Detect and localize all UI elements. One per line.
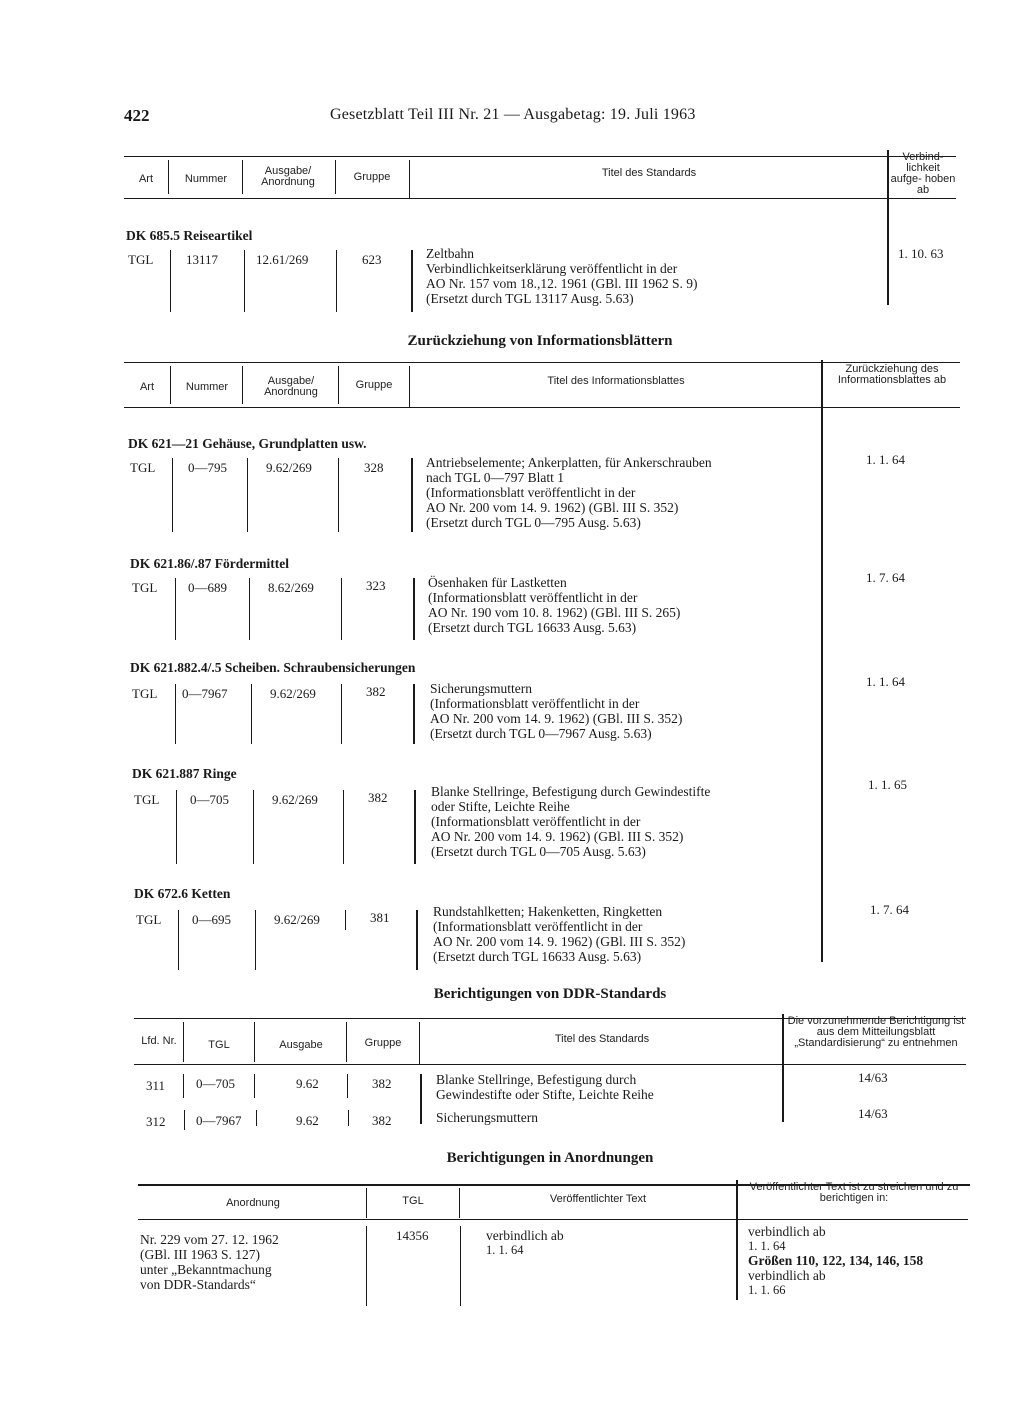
col-header-tgl: TGL	[208, 1039, 230, 1051]
col-divider	[419, 1022, 420, 1064]
col-divider	[335, 160, 336, 194]
row-divider	[460, 1226, 461, 1306]
row-divider	[256, 1110, 257, 1126]
row-divider	[247, 458, 248, 532]
row-divider	[175, 684, 176, 744]
table2-header-rule	[124, 407, 960, 408]
row-divider	[183, 1074, 184, 1098]
col-divider	[409, 366, 410, 407]
row-divider	[416, 910, 418, 970]
cell-anordnung: Nr. 229 vom 27. 12. 1962 (GBl. III 1963 S. 127) unter „Bekanntmachung von DDR-Standards“	[140, 1232, 279, 1292]
row-divider	[172, 458, 173, 532]
cell-ausgabe: 8.62/269	[268, 580, 314, 595]
row-divider	[413, 684, 415, 744]
col-header-titel: Titel des Informationsblattes	[547, 375, 685, 387]
row-divider	[366, 1226, 367, 1306]
row-divider	[176, 790, 177, 864]
cell-titel: Sicherungsmuttern	[436, 1110, 538, 1125]
col-divider	[170, 366, 171, 404]
cell-nummer: 13117	[186, 252, 219, 267]
col-divider	[183, 1022, 184, 1062]
row-divider	[254, 1074, 255, 1098]
col-header-verbindlichkeit: Verbind- lichkeit aufge- hoben ab	[890, 151, 956, 196]
row-divider	[244, 250, 245, 312]
cell-art: TGL	[132, 580, 158, 595]
row-divider	[184, 1110, 185, 1130]
col-header-art: Art	[139, 381, 155, 393]
cell-berichtigung: verbindlich ab 1. 1. 64 Größen 110, 122, 134, 146, 158 verbindlich ab 1. 1. 66	[748, 1224, 924, 1297]
cell-date: 1. 1. 64	[866, 452, 905, 467]
row-divider	[348, 1110, 349, 1126]
col-divider	[366, 1188, 367, 1218]
cell-titel: Antriebselemente; Ankerplatten, für Ankerschrauben nach TGL 0—797 Blatt 1 (Informationsblatt veröffentlicht in der AO Nr. 200 vom 14. 9. 1962) (GBl. III S. 352) (Ersetzt durch TGL 0—795 Ausg. 5.63)	[426, 455, 712, 530]
row-divider	[255, 910, 256, 970]
row-divider	[414, 790, 416, 864]
cell-art: TGL	[132, 686, 158, 701]
page-header-title: Gesetzblatt Teil III Nr. 21 — Ausgabetag: 19. Juli 1963	[330, 106, 696, 123]
row-divider	[345, 910, 346, 930]
page-header	[124, 106, 956, 130]
row-divider	[253, 790, 254, 864]
col-header-lfd: Lfd. Nr.	[141, 1035, 177, 1047]
cell-date: 1. 10. 63	[898, 246, 944, 261]
cell-date: 1. 1. 64	[866, 674, 905, 689]
cell-ausgabe: 9.62/269	[270, 686, 316, 701]
cell-nummer: 0—705	[190, 792, 229, 807]
cell-ausgabe: 9.62/269	[274, 912, 320, 927]
col-header-zurueckziehung: Zurückziehung des Informationsblattes ab	[837, 363, 947, 386]
cell-art: TGL	[134, 792, 160, 807]
row-divider	[411, 250, 413, 312]
col-header-ausgabe: Ausgabe/ Anordnung	[264, 375, 318, 398]
row-divider	[343, 790, 344, 864]
cell-nummer: 0—695	[192, 912, 231, 927]
table1-top-rule	[124, 156, 956, 157]
cell-ausgabe: 9.62/269	[266, 460, 312, 475]
cell-gruppe: 382	[372, 1113, 392, 1128]
cell-ausgabe: 9.62	[296, 1113, 319, 1128]
cell-date: 1. 7. 64	[866, 570, 905, 585]
cell-ref: 14/63	[858, 1070, 888, 1085]
col-divider	[168, 160, 169, 194]
cell-gruppe: 382	[372, 1076, 392, 1091]
cell-nummer: 0—7967	[182, 686, 228, 701]
cell-art: TGL	[136, 912, 162, 927]
row-divider	[341, 684, 342, 744]
col-divider	[242, 160, 243, 194]
col-header-ausgabe: Ausgabe/ Anordnung	[261, 165, 315, 188]
col-header-art: Art	[138, 173, 154, 185]
cell-art: TGL	[130, 460, 156, 475]
cell-gruppe: 623	[362, 252, 382, 267]
cell-nummer: 0—795	[188, 460, 227, 475]
cell-ausgabe: 9.62	[296, 1076, 319, 1091]
dk-group-heading: DK 621.86/.87 Fördermittel	[130, 556, 289, 571]
cell-ausgabe: 12.61/269	[256, 252, 309, 267]
col-header-gruppe: Gruppe	[353, 171, 391, 183]
row-divider	[347, 1074, 348, 1098]
section-heading: Berichtigungen in Anordnungen	[446, 1150, 654, 1166]
table3-header-rule	[134, 1064, 966, 1065]
col-divider	[254, 1022, 255, 1062]
col-header-anordnung: Anordnung	[226, 1197, 280, 1209]
col-header-gruppe: Gruppe	[364, 1037, 402, 1049]
row-divider	[420, 1074, 422, 1124]
row-divider	[338, 458, 339, 532]
col-divider	[242, 366, 243, 404]
col-divider	[887, 150, 889, 305]
cell-gruppe: 328	[364, 460, 384, 475]
cell-tgl: 0—705	[196, 1076, 235, 1091]
cell-titel: Sicherungsmuttern (Informationsblatt veröffentlicht in der AO Nr. 200 vom 14. 9. 1962) (GBl. III S. 352) (Ersetzt durch TGL 0—7967 Ausg. 5.63)	[430, 681, 683, 741]
section-heading: Zurückziehung von Informationsblättern	[407, 333, 673, 349]
row-divider	[178, 910, 179, 970]
col-header-gruppe: Gruppe	[355, 379, 393, 391]
cell-titel: Rundstahlketten; Hakenketten, Ringketten (Informationsblatt veröffentlicht in der AO Nr. 200 vom 14. 9. 1962) (GBl. III S. 352) (Ersetzt durch TGL 16633 Ausg. 5.63)	[433, 904, 686, 964]
col-header-berichtigung: Die vorzunehmende Berichtigung ist aus dem Mitteilungsblatt „Standardisierung“ zu entnehmen	[787, 1015, 965, 1049]
section-heading: Berichtigungen von DDR-Standards	[433, 986, 667, 1002]
col-divider	[346, 1022, 347, 1062]
cell-veroeffentlichter-text: verbindlich ab 1. 1. 64	[486, 1228, 564, 1257]
dk-group-heading: DK 621.887 Ringe	[132, 766, 237, 781]
row-divider	[170, 250, 171, 312]
col-header-tgl: TGL	[402, 1195, 424, 1207]
cell-titel: Ösenhaken für Lastketten (Informationsblatt veröffentlicht in der AO Nr. 190 vom 10. 8. 1962) (GBl. III S. 265) (Ersetzt durch TGL 16633 Ausg. 5.63)	[428, 575, 681, 635]
row-divider	[251, 684, 252, 744]
cell-tgl: 0—7967	[196, 1113, 242, 1128]
row-divider	[413, 578, 415, 640]
cell-nummer: 0—689	[188, 580, 227, 595]
col-divider	[782, 1014, 784, 1122]
cell-tgl: 14356	[396, 1228, 429, 1243]
page-number: 422	[124, 106, 150, 125]
cell-titel: Blanke Stellringe, Befestigung durch Gewindestifte oder Stifte, Leichte Reihe (Informationsblatt veröffentlicht in der AO Nr. 200 vom 14. 9. 1962) (GBl. III S. 352) (Ersetzt durch TGL 0—705 Ausg. 5.63)	[431, 784, 711, 859]
dk-group-heading: DK 621—21 Gehäuse, Grundplatten usw.	[128, 436, 367, 451]
dk-group-heading: DK 672.6 Ketten	[134, 886, 231, 901]
col-header-nummer: Nummer	[184, 173, 228, 185]
cell-lfd: 312	[146, 1114, 166, 1129]
col-divider	[338, 366, 339, 404]
col-header-titel: Titel des Standards	[601, 167, 697, 179]
table2-top-rule	[124, 362, 960, 363]
table4-header-rule	[138, 1219, 968, 1220]
col-header-titel: Titel des Standards	[554, 1033, 650, 1045]
cell-gruppe: 382	[368, 790, 388, 805]
cell-gruppe: 323	[366, 578, 386, 593]
col-divider	[821, 360, 823, 962]
col-divider	[459, 1188, 460, 1218]
row-divider	[336, 250, 337, 312]
row-divider	[249, 578, 250, 640]
dk-group-heading: DK 685.5 Reiseartikel	[126, 228, 253, 243]
col-divider	[409, 160, 410, 198]
cell-titel: Blanke Stellringe, Befestigung durch Gewindestifte oder Stifte, Leichte Reihe	[436, 1072, 654, 1102]
cell-gruppe: 382	[366, 684, 386, 699]
col-header-nummer: Nummer	[185, 381, 229, 393]
col-header-veroeffentlicht: Veröffentlichter Text	[549, 1193, 647, 1205]
table1-header-rule	[124, 198, 956, 199]
col-header-ausgabe: Ausgabe	[279, 1039, 323, 1051]
cell-date: 1. 7. 64	[870, 902, 909, 917]
cell-art: TGL	[128, 252, 154, 267]
col-divider	[736, 1180, 738, 1300]
cell-gruppe: 381	[370, 910, 390, 925]
row-divider	[175, 578, 176, 640]
cell-ref: 14/63	[858, 1106, 888, 1121]
cell-date: 1. 1. 65	[868, 777, 907, 792]
dk-group-heading: DK 621.882.4/.5 Scheiben. Schraubensicherungen	[130, 660, 416, 675]
row-divider	[341, 578, 342, 640]
cell-titel: Zeltbahn Verbindlichkeitserklärung veröffentlicht in der AO Nr. 157 vom 18.,12. 1961 (GBl. III 1962 S. 9) (Ersetzt durch TGL 13117 Ausg. 5.63)	[426, 246, 698, 306]
row-divider	[411, 458, 413, 532]
cell-lfd: 311	[146, 1078, 166, 1093]
col-header-berichtigen: Veröffentlichter Text ist zu streichen und zu berichtigen in:	[749, 1181, 959, 1204]
cell-ausgabe: 9.62/269	[272, 792, 318, 807]
